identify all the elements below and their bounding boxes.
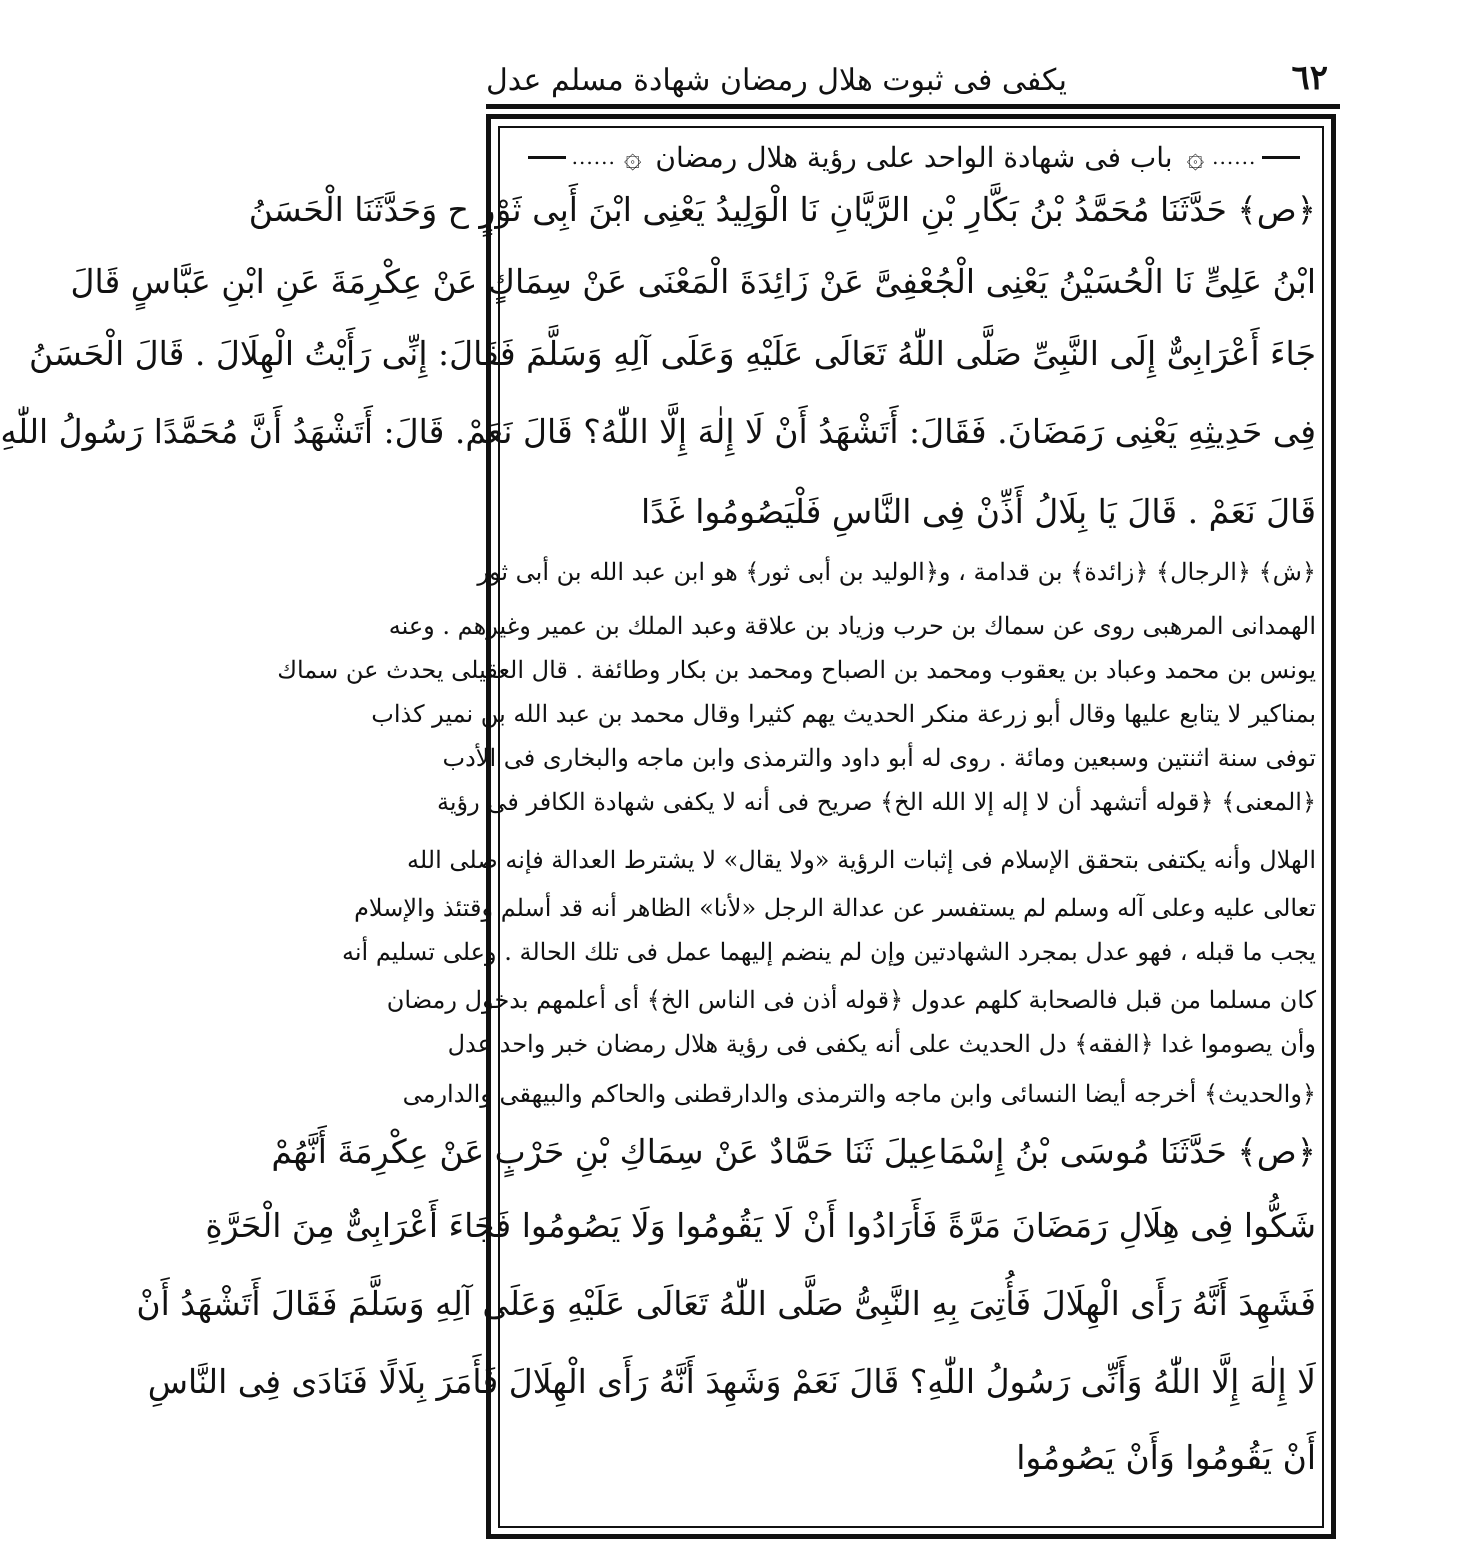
commentary-line-1: ﴿ش﴾ ﴿الرجال﴾ ﴿زائدة﴾ بن قدامة ، و﴿الوليد بن أبى ثور﴾ هو ابن عبد الله بن أبى ثور (477, 558, 1316, 586)
hadith1-line-3: جَاءَ أَعْرَابِىٌّ إِلَى النَّبِىِّ صَلَّى اللّٰهُ تَعَالَى عَلَيْهِ وَعَلَى آلِهِ وَسَلَّمَ فَقَالَ: إِنِّى رَأَيْتُ الْهِلَالَ . قَالَ الْحَسَنُ (29, 334, 1316, 373)
chapter-heading (514, 132, 1314, 182)
ornament-right-icon: ۞ (1186, 139, 1205, 175)
commentary-line-10: كان مسلما من قبل فالصحابة كلهم عدول ﴿قوله أذن فى الناس الخ﴾ أى أعلمهم بدخول رمضان (386, 986, 1316, 1014)
chapter-title: باب فى شهادة الواحد على رؤية هلال رمضان (655, 140, 1173, 174)
hadith1-line-2: ابْنُ عَلِىٍّ نَا الْحُسَيْنُ يَعْنِى الْجُعْفِىَّ عَنْ زَائِدَةَ الْمَعْنَى عَنْ سِمَاكٍ عَنْ عِكْرِمَةَ عَنِ ابْنِ عَبَّاسٍ قَالَ (70, 262, 1316, 301)
commentary-line-8: تعالى عليه وعلى آله وسلم لم يستفسر عن عدالة الرجل «لأنا» الظاهر أنه قد أسلم وقتئذ والإسلام (354, 894, 1316, 922)
heading-dots-right: ...... (1212, 145, 1257, 169)
commentary-line-7: الهلال وأنه يكتفى بتحقق الإسلام فى إثبات الرؤية «ولا يقال» لا يشترط العدالة فإنه صلى الله (406, 846, 1316, 874)
hadith1-line-5: قَالَ نَعَمْ . قَالَ يَا بِلَالُ أَذِّنْ فِى النَّاسِ فَلْيَصُومُوا غَدًا (640, 492, 1316, 531)
commentary-line-4: بمناكير لا يتابع عليها وقال أبو زرعة منكر الحديث يهم كثيرا وقال محمد بن عبد الله بن نمير كذاب (371, 700, 1316, 728)
page-number: ٦٢ (1291, 58, 1328, 98)
commentary-line-2: الهمدانى المرهبى روى عن سماك بن حرب وزياد بن علاقة وعبد الملك بن عمير وغيرهم . وعنه (388, 612, 1316, 640)
commentary-line-12: ﴿والحديث﴾ أخرجه أيضا النسائى وابن ماجه والترمذى والدارقطنى والحاكم والبيهقى والدارمى (402, 1080, 1316, 1108)
heading-dots-left: ...... (571, 145, 616, 169)
commentary-line-3: يونس بن محمد وعباد بن يعقوب ومحمد بن الصباح ومحمد بن بكار وطائفة . قال العقيلى يحدث عن سماك (277, 656, 1316, 684)
commentary-line-6: ﴿المعنى﴾ ﴿قوله أتشهد أن لا إله إلا الله الخ﴾ صريح فى أنه لا يكفى شهادة الكافر فى رؤية (437, 788, 1316, 816)
header-rule (486, 104, 1340, 109)
heading-dash-right (1262, 156, 1300, 159)
hadith2-line-1: ﴿ص﴾ حَدَّثَنَا مُوسَى بْنُ إِسْمَاعِيلَ ثَنَا حَمَّادٌ عَنْ سِمَاكِ بْنِ حَرْبٍ عَنْ عِكْرِمَةَ أَنَّهُمْ (271, 1132, 1316, 1171)
hadith2-line-5: أَنْ يَقُومُوا وَأَنْ يَصُومُوا (1016, 1438, 1316, 1477)
ornament-left-icon: ۞ (623, 139, 642, 175)
heading-dash-left (528, 156, 566, 159)
hadith1-line-1: ﴿ص﴾ حَدَّثَنَا مُحَمَّدُ بْنُ بَكَّارِ بْنِ الرَّيَّانِ نَا الْوَلِيدُ يَعْنِى ابْنَ أَبِى ثَوْرٍ ح وَحَدَّثَنَا الْحَسَنُ (248, 190, 1316, 229)
running-title: يكفى فى ثبوت هلال رمضان شهادة مسلم عدل (486, 63, 1067, 98)
hadith2-line-4: لَا إِلٰهَ إِلَّا اللّٰهُ وَأَنِّى رَسُولُ اللّٰهِ؟ قَالَ نَعَمْ وَشَهِدَ أَنَّهُ رَأَى الْهِلَالَ فَأَمَرَ بِلَالًا فَنَادَى فِى النَّاسِ (147, 1362, 1316, 1401)
commentary-line-5: توفى سنة اثنتين وسبعين ومائة . روى له أبو داود والترمذى وابن ماجه والبخارى فى الأدب (442, 744, 1316, 772)
commentary-line-11: وأن يصوموا غدا ﴿الفقه﴾ دل الحديث على أنه يكفى فى رؤية هلال رمضان خبر واحد عدل (447, 1030, 1316, 1058)
commentary-line-9: يجب ما قبله ، فهو عدل بمجرد الشهادتين وإن لم ينضم إليهما عمل فى تلك الحالة . وعلى تسليم أنه (341, 938, 1316, 966)
running-header (486, 40, 1336, 98)
hadith2-line-3: فَشَهِدَ أَنَّهُ رَأَى الْهِلَالَ فَأُتِىَ بِهِ النَّبِىُّ صَلَّى اللّٰهُ تَعَالَى عَلَيْهِ وَعَلَى آلِهِ وَسَلَّمَ فَقَالَ أَتَشْهَدُ أَنْ (136, 1284, 1316, 1323)
hadith2-line-2: شَكُّوا فِى هِلَالِ رَمَضَانَ مَرَّةً فَأَرَادُوا أَنْ لَا يَقُومُوا وَلَا يَصُومُوا فَجَاءَ أَعْرَابِىٌّ مِنَ الْحَرَّةِ (205, 1206, 1316, 1245)
hadith1-line-4: فِى حَدِيثِهِ يَعْنِى رَمَضَانَ. فَقَالَ: أَتَشْهَدُ أَنْ لَا إِلٰهَ إِلَّا اللّٰهُ؟ قَالَ نَعَمْ. قَالَ: أَتَشْهَدُ أَنَّ مُحَمَّدًا رَسُولُ اللّٰهِ (0, 412, 1316, 451)
